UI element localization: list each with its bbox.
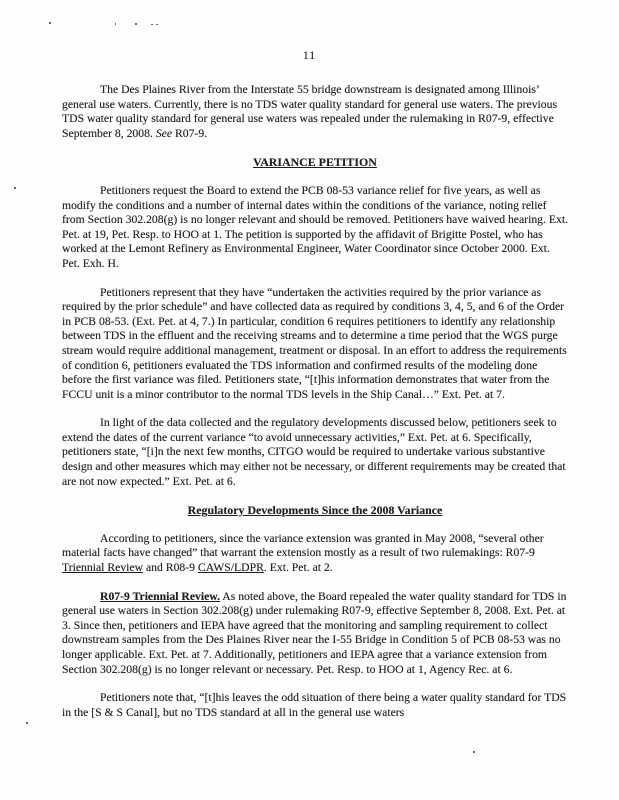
para-according-to-petitioners [62, 532, 568, 576]
para-variance-request: Petitioners request the Board to extend the PCB 08-53 variance relief for five years, as well as modify the conditions and a number of internal dates within the conditions of the variance, noting relief from Section 302.208(g) is no longer relevant and should be removed. Petitioners have waived hearing. Ext. Pet. at 19, Pet. Resp. to HOO at 1. The petition is supported by the affidavit of Brigitte Postel, who has worked at the Lemont Refinery as Environmental Engineer, Water Coordinator since October 2000. Ext. Pet. Exh. H. [62, 183, 569, 270]
heading-regulatory-developments: Regulatory Developments Since the 2008 Variance [187, 503, 443, 518]
para-text: According to petitioners, since the variance extension was granted in May 2008, “several other material facts have changed” that warrant the extension mostly as a result of two rulemakings: R07-9 [62, 531, 544, 560]
document-body [62, 83, 568, 720]
heading-variance-petition: VARIANCE PETITION [253, 155, 377, 170]
citation-signal-see: See [155, 126, 173, 140]
para-text: R07-9. [172, 126, 208, 140]
para-petitioners-represent: Petitioners represent that they have “undertaken the activities required by the prior variance as required by the prior schedule” and have collected data as required by conditions 3, 4, 5, and 6 of the Order in PCB 08-53. (Ext. Pet. at 4, 7.) In particular, condition 6 requires petitioners to identify any relationship between TDS in the effluent and the receiving streams and to determine a time period that the WGS purge stream would require additional management, treatment or disposal. In an effort to address the requirements of condition 6, petitioners evaluated the TDS information and confirmed results of the modeling done before the first variance was filed. Petitioners state, “[t]his information demonstrates that water from the FCCU unit is a minor contributor to the normal TDS levels in the Ship Canal…” Ext. Pet. at 7. [62, 285, 567, 401]
scan-artifact-dot [151, 24, 153, 25]
page-number: 11 [302, 49, 317, 62]
run-in-heading-r07-9: R07-9 Triennial Review. [100, 589, 221, 603]
scan-artifact-dot [115, 23, 116, 25]
scan-artifact-dot [26, 722, 28, 724]
scan-artifact-dot [156, 24, 158, 25]
scan-artifact-dot [49, 22, 51, 24]
scan-artifact-dot [14, 187, 16, 189]
para-text: The Des Plaines River from the Interstate 55 bridge downstream is designated among Illinois’ general use waters. Currently, there is no TDS water quality standard for general use waters. The previous TDS water quality standard for general use waters was repealed under the rulemaking in R07-9, effective September 8, 2008. [62, 83, 558, 140]
scan-artifact-dot [473, 751, 475, 753]
cite-triennial-review: Triennial Review [62, 561, 144, 575]
para-triennial-review [62, 590, 568, 678]
para-text: As noted above, the Board repealed the water quality standard for TDS in general use waters in Section 302.208(g) under rulemaking R07-9, effective September 8, 2008. Ext. Pet. at 3. Since then, petitioners and IEPA have agreed that the monitoring and sampling requirement to collect downstream samples from the Des Plaines River near the I-55 Bridge in Condition 5 of PCB 08-53 was no longer applicable. Ext. Pet. at 7. Additionally, petitioners and IEPA agree that a variance extension from Section 302.208(g) is no longer relevant or necessary. Pet. Resp. to HOO at 1, Agency Rec. at 6. [62, 589, 567, 676]
para-text: and R08-9 [143, 561, 198, 575]
scan-artifact-dot [135, 23, 137, 25]
para-petitioners-note: Petitioners note that, “[t]his leaves the odd situation of there being a water quality standard for TDS in the [S & S Canal], but no TDS standard at all in the general use waters [62, 691, 567, 719]
para-des-plaines-intro [62, 83, 568, 141]
para-text: . Ext. Pet. at 2. [263, 561, 333, 575]
para-in-light-of-data: In light of the data collected and the regulatory developments discussed below, petitioners seek to extend the dates of the current variance “to avoid unnecessary activities,” Ext. Pet. at 6. Specifically, petitioners state, “[i]n the next few months, CITGO would be required to undertake various substantive design and other measures which may either not be necessary, or different requirements may be created that are not now expected.” Ext. Pet. at 6. [62, 416, 566, 488]
cite-caws-ldpr: CAWS/LDPR [197, 561, 264, 575]
